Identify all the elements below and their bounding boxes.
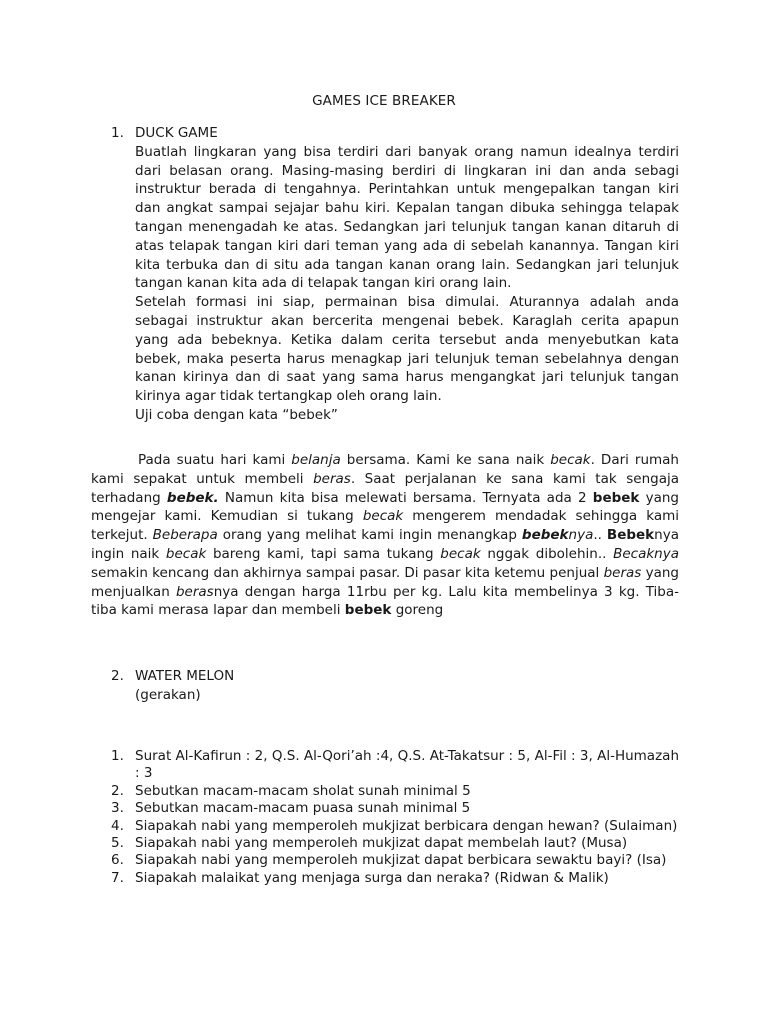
- duck-game-number: 1.: [111, 125, 124, 141]
- question-list: [111, 748, 679, 887]
- water-melon-number: 2.: [111, 668, 124, 684]
- water-melon-heading: WATER MELON: [135, 668, 235, 684]
- duck-game-paragraph-1: Buatlah lingkaran yang bisa terdiri dari banyak orang namun idealnya terdiri dari belasan orang. Masing-masing berdiri di lingkaran ini dan anda sebagi instruktur berada di tengahnya. Perintahkan untuk mengepalkan tangan kiri dan angkat sampai sejajar bahu kiri. Kepalan tangan dibuka sehingga telapak tangan menengadah ke atas. Sedangkan jari telunjuk tangan kanan ditaruh di atas telapak tangan kiri dari teman yang ada di sebelah kanannya. Tangan kiri kita terbuka dan di situ ada tangan kanan orang lain. Sedangkan jari telunjuk tangan kanan kita ada di telapak tangan kiri orang lain.: [135, 143, 679, 292]
- list-item: 1. Surat Al-Kafirun : 2, Q.S. Al-Qori’ah :4, Q.S. At-Takatsur : 5, Al-Fil : 3, Al-Humazah : 3: [111, 748, 679, 782]
- list-item: 4. Siapakah nabi yang memperoleh mukjizat berbicara dengan hewan? (Sulaiman): [111, 817, 678, 834]
- duck-game-paragraph-3: Uji coba dengan kata “bebek”: [135, 406, 338, 423]
- water-melon-subheading: (gerakan): [135, 686, 201, 703]
- list-item: 6. Siapakah nabi yang memperoleh mukjizat dapat berbicara sewaktu bayi? (Isa): [111, 852, 667, 869]
- duck-game-paragraph-2: Setelah formasi ini siap, permainan bisa dimulai. Aturannya adalah anda sebagai instruktur akan bercerita mengenai bebek. Karaglah cerita apapun yang ada bebeknya. Ketika dalam cerita tersebut anda menyebutkan kata bebek, maka peserta harus menagkap jari telunjuk teman sebelahnya dengan kanan kirinya dan di saat yang sama harus mengangkat jari telunjuk tangan kirinya agar tidak tertangkap oleh orang lain.: [135, 294, 679, 405]
- duck-game-section: [111, 124, 679, 425]
- list-item: 5. Siapakah nabi yang memperoleh mukjizat dapat membelah laut? (Musa): [111, 835, 628, 852]
- list-item: 2. Sebutkan macam-macam sholat sunah minimal 5: [111, 782, 471, 799]
- water-melon-section: [111, 667, 679, 705]
- page-title: GAMES ICE BREAKER: [312, 93, 456, 109]
- duck-game-heading: DUCK GAME: [135, 125, 218, 141]
- story-paragraph: Pada suatu hari kami belanja bersama. Kami ke sana naik becak. Dari rumah kami sepakat untuk membeli beras. Saat perjalanan ke sana kami tak sengaja terhadang bebek. Namun kita bisa melewati bersama. Ternyata ada 2 bebek yang mengejar kami. Kemudian si tukang becak mengerem mendadak sehingga kami terkejut. Beberapa orang yang melihat kami ingin menangkap bebeknya.. Bebeknya ingin naik becak bareng kami, tapi sama tukang becak nggak dibolehin.. Becaknya semakin kencang dan akhirnya sampai pasar. Di pasar kita ketemu penjual beras yang menjualkan berasnya dengan harga 11rbu per kg. Lalu kita membelinya 3 kg. Tiba-tiba kami merasa lapar dan membeli bebek goreng: [91, 452, 679, 619]
- list-item: 7. Siapakah malaikat yang menjaga surga dan neraka? (Ridwan & Malik): [111, 869, 609, 886]
- list-item: 3. Sebutkan macam-macam puasa sunah minimal 5: [111, 800, 471, 817]
